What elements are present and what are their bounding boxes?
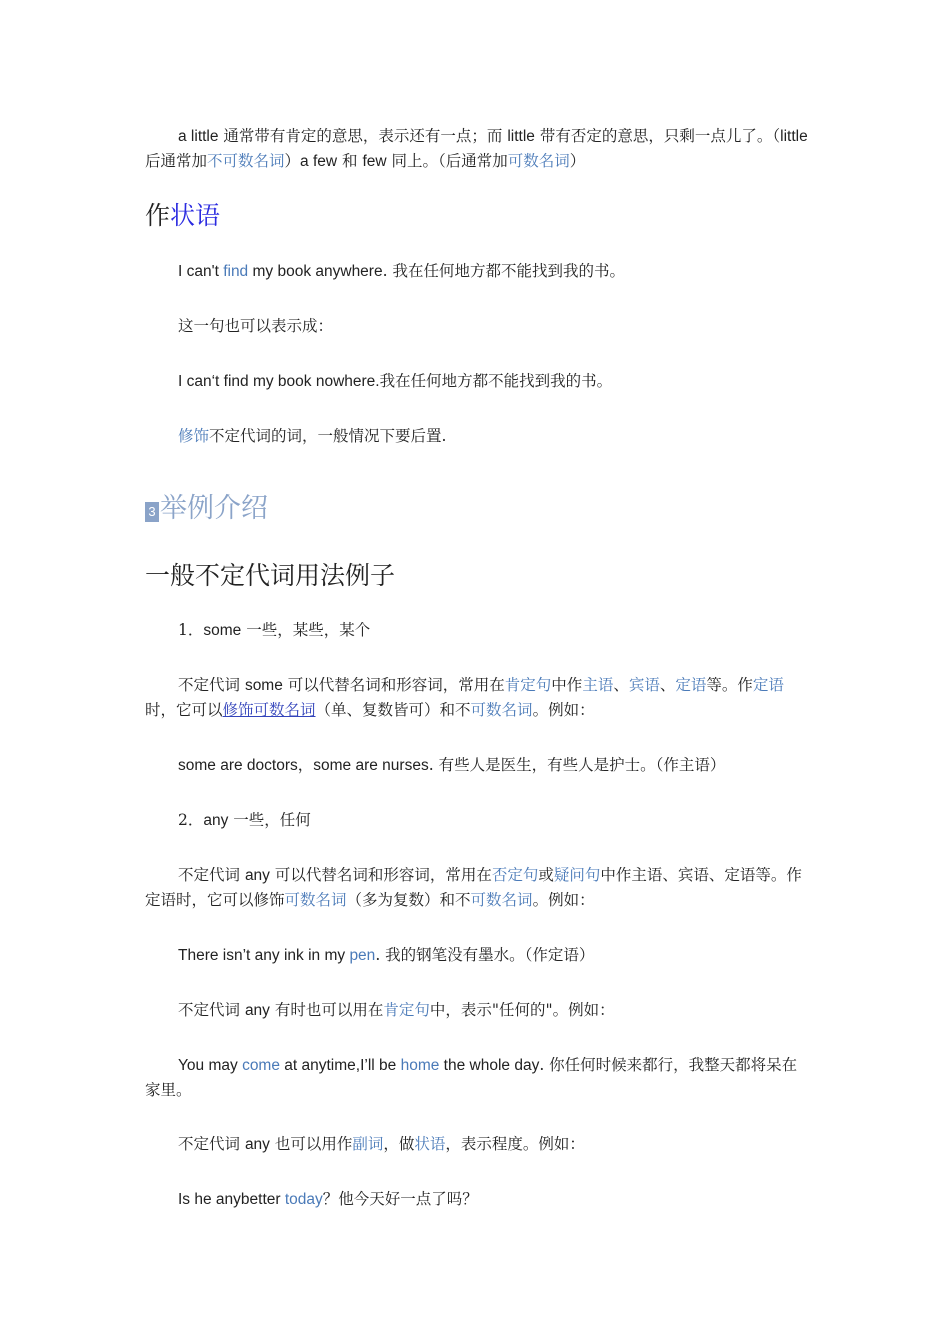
link-affirmative-sentence-2[interactable]: 肯定句 <box>383 1001 430 1019</box>
link-home[interactable]: home <box>400 1057 440 1074</box>
paragraph-any-example-come: You may come at anytime,I’ll be home the whole day. 你任何时候来都行，我整天都将呆在家里。 <box>145 1056 798 1099</box>
link-modify-countable-noun[interactable]: 修饰可数名词 <box>222 701 316 719</box>
paragraph-any-affirmative: 不定代词 any 有时也可以用在肯定句中，表示"任何的"。例如： <box>178 1001 615 1019</box>
paragraph-also-expressed: 这一句也可以表示成： <box>178 317 334 335</box>
paragraph-some-usage: 不定代词 some 可以代替名词和形容词，常用在肯定句中作主语、宾语、定语等。作定语时，它可以修饰可数名词（单、复数皆可）和不可数名词。例如： <box>145 676 784 719</box>
paragraph-any-example-pen: There isn’t any ink in my pen. 我的钢笔没有墨水。（作定语） <box>178 946 595 964</box>
link-today[interactable]: today <box>284 1191 323 1208</box>
link-uncountable-noun[interactable]: 不可数名词 <box>207 152 285 170</box>
paragraph-some-title: 1．some 一些，某些，某个 <box>178 621 371 639</box>
heading-adverbial: 作状语 <box>145 201 221 230</box>
link-pen[interactable]: pen <box>349 947 376 964</box>
link-object[interactable]: 宾语 <box>628 676 660 694</box>
paragraph-example-find: I can't find my book anywhere. 我在任何地方都不能找到我的书。 <box>178 262 625 280</box>
paragraph-a-little: a little 通常带有肯定的意思，表示还有一点；而 little 带有否定的意思，只剩一点儿了。（little 后通常加不可数名词）a few 和 few 同上。（后通常加可数名词） <box>145 127 808 170</box>
link-countable-noun-2[interactable]: 可数名词 <box>470 701 533 719</box>
link-adverbial[interactable]: 状语 <box>170 201 221 230</box>
paragraph-any-adverb: 不定代词 any 也可以用作副词，做状语，表示程度。例如： <box>178 1135 585 1153</box>
link-interrogative-sentence[interactable]: 疑问句 <box>553 866 601 884</box>
paragraph-modify-postposition: 修饰不定代词的词，一般情况下要后置. <box>178 427 447 445</box>
link-countable-noun[interactable]: 可数名词 <box>507 152 570 170</box>
paragraph-any-title: 2．any 一些，任何 <box>178 811 311 829</box>
link-negative-sentence[interactable]: 否定句 <box>491 866 539 884</box>
link-attributive-2[interactable]: 定语 <box>752 676 784 694</box>
link-find[interactable]: find <box>223 263 249 280</box>
link-modify[interactable]: 修饰 <box>178 427 210 445</box>
paragraph-some-example: some are doctors，some are nurses. 有些人是医生，有些人是护士。（作主语） <box>178 756 726 774</box>
link-adverb[interactable]: 副词 <box>352 1135 384 1153</box>
link-adverbial-2[interactable]: 状语 <box>414 1135 446 1153</box>
paragraph-example-nowhere: I can‘t find my book nowhere.我在任何地方都不能找到我的书。 <box>178 372 613 390</box>
paragraph-any-usage: 不定代词 any 可以代替名词和形容词，常用在否定句或疑问句中作主语、宾语、定语等。作定语时，它可以修饰可数名词（多为复数）和不可数名词。例如： <box>145 866 802 909</box>
section-number-badge: 3 <box>145 502 159 522</box>
link-attributive[interactable]: 定语 <box>675 676 707 694</box>
paragraph-any-example-today: Is he anybetter today？他今天好一点了吗？ <box>178 1190 478 1208</box>
section-heading-examples: 3 举例介绍 <box>145 492 268 526</box>
link-countable-noun-4[interactable]: 可数名词 <box>470 891 533 909</box>
link-affirmative-sentence[interactable]: 肯定句 <box>504 676 552 694</box>
link-subject[interactable]: 主语 <box>582 676 614 694</box>
link-countable-noun-3[interactable]: 可数名词 <box>284 891 347 909</box>
link-come[interactable]: come <box>242 1057 280 1074</box>
subheading-usage-examples: 一般不定代词用法例子 <box>145 561 396 590</box>
